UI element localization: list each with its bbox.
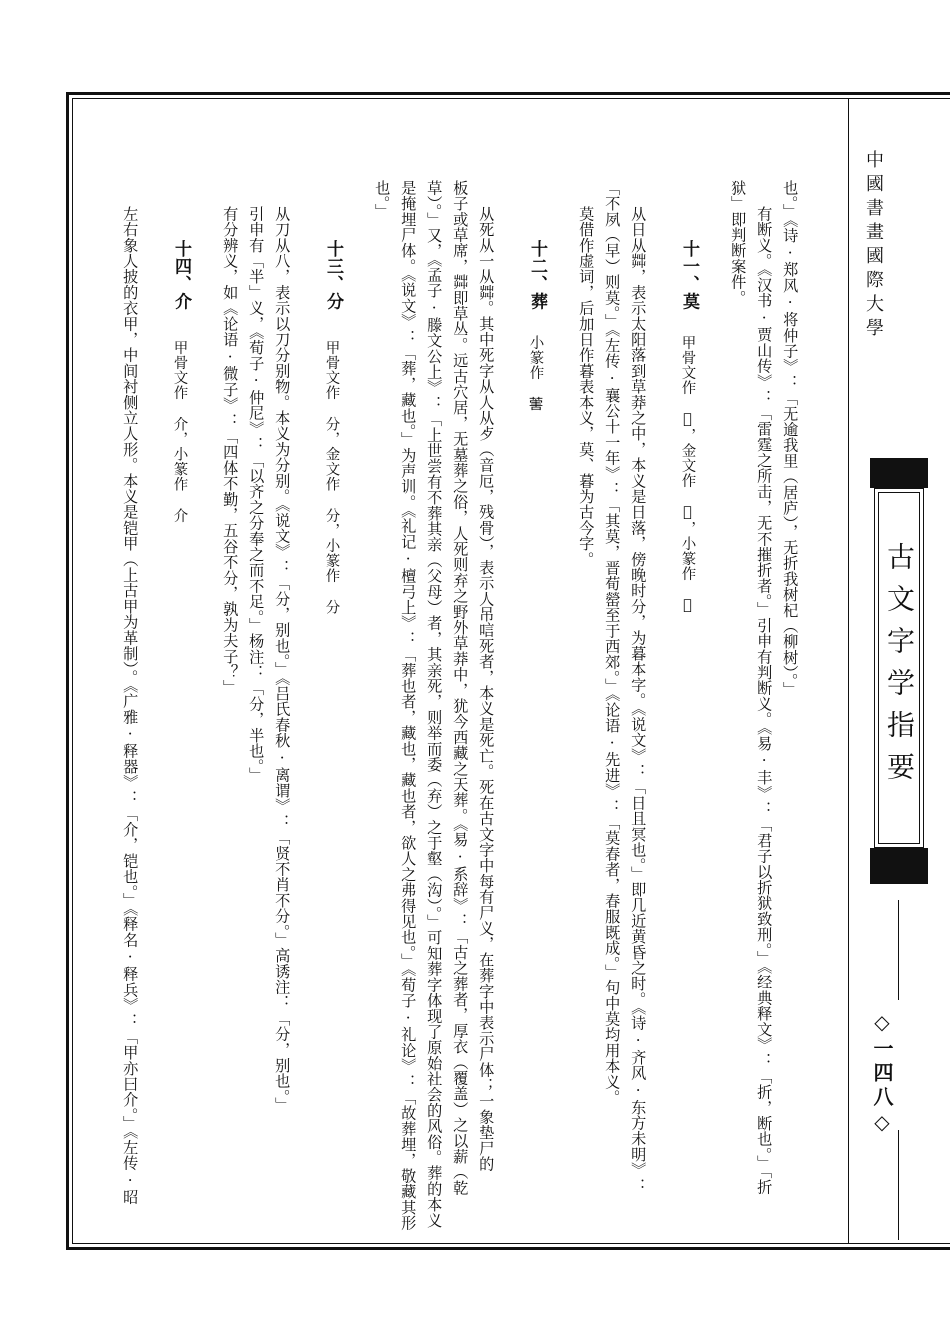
text-column: 左右象人披的衣甲，中间衬侧立人形。本义是铠甲（上古甲为革制）。《广雅·释器》：「介，铠也。」《释名·释兵》：「甲亦曰介。」《左传·昭 bbox=[121, 206, 140, 1205]
school-name: 中國書畫國際大學 bbox=[863, 150, 884, 342]
text-column: 狱」即判断案件。 bbox=[729, 180, 748, 306]
entry-heading: 十一、莫 bbox=[679, 240, 699, 310]
glyph-forms: 甲骨文作 𦬶，金文作 𦬶，小篆作 𦬶 bbox=[679, 335, 696, 614]
book-title: 古文字学指要 bbox=[883, 542, 916, 794]
text-column: 从刀从八，表示以刀分别物。本义为分别。《说文》：「分，别也。」《吕氏春秋·离谓》：「贤不肖不分。」高诱注：「分，别也。」 bbox=[273, 206, 292, 1113]
entry-heading: 十四、介 bbox=[171, 240, 191, 310]
side-rule-lower bbox=[898, 1130, 899, 1240]
text-column: 「不夙（早）则莫。」《左传·襄公十一年》：「其莫，晋荀罃至于西郊。」《论语·先进》：「莫春者，春服既成。」句中莫均用本义。 bbox=[603, 180, 622, 1106]
entry-heading: 十三、分 bbox=[323, 240, 343, 310]
page-inner-border bbox=[72, 98, 950, 1244]
text-column: 有分辨义，如《论语·微子》：「四体不勤，五谷不分，孰为夫子？」 bbox=[221, 206, 240, 696]
text-column: 也。」 bbox=[373, 180, 392, 220]
text-column: 从日从茻，表示太阳落到草莽之中，本义是日落，傍晚时分，为暮本字。《说文》：「日且冥也。」即几近黄昏之时。《诗·齐风·东方未明》： bbox=[629, 206, 648, 1194]
title-band-top bbox=[870, 458, 928, 488]
text-column: 也。」《诗·郑风·将仲子》：「无逾我里（居庐），无折我树杞（柳树）。」 bbox=[781, 180, 800, 698]
side-rule-upper bbox=[898, 900, 899, 1000]
title-band-bottom bbox=[870, 848, 928, 884]
glyph-forms: 甲骨文作 分，金文作 分，小篆作 分 bbox=[323, 340, 340, 615]
text-column: 从死从一从茻。其中死字从人从歺（音厄，残骨），表示人吊唁死者，本义是死亡。死在古文字中每有尸义，在葬字中表示尸体；一象垫尸的 bbox=[477, 206, 496, 1172]
text-column: 引申有「半」义，《荀子·仲尼》：「以齐之分奉之而不足。」杨注：「分，半也。」 bbox=[247, 206, 266, 783]
page-number: ◇一四八◇ bbox=[870, 1010, 894, 1138]
text-column: 莫借作虚词，后加日作暮表本义，莫、暮为古今字。 bbox=[577, 206, 596, 568]
glyph-forms: 小篆作 𦵯 bbox=[527, 335, 544, 412]
entry-heading: 十二、葬 bbox=[527, 240, 547, 310]
glyph-forms: 甲骨文作 介，小篆作 介 bbox=[171, 340, 188, 523]
text-column: 草）。」又，《孟子·滕文公上》：「上世尝有不葬其亲（父母）者，其亲死，则举而委（弃）之于壑（沟）。」可知葬字体现了原始社会的风俗。葬的本义 bbox=[425, 180, 444, 1229]
side-column-divider bbox=[848, 98, 849, 1244]
text-column: 板子或草席，茻即草丛。远古穴居，无墓葬之俗，人死则弃之野外草莽中，犹今西藏之天葬。《易·系辞》：「古之葬者，厚衣（覆盖）之以薪（乾 bbox=[451, 180, 470, 1196]
text-column: 有断义。《汉书·贾山传》：「雷霆之所击，无不摧折者。」引申有判断义。《易·丰》：「君子以折狱致刑。」《经典释文》：「折，断也。」「折 bbox=[755, 206, 774, 1195]
text-column: 是掩埋尸体。《说文》：「葬，藏也。」为声训。《礼记·檀弓上》：「葬也者，藏也，藏也者，欲人之弗得见也。」《荀子·礼论》：「故葬埋，敬藏其形 bbox=[399, 180, 418, 1231]
book-title-box bbox=[874, 488, 924, 848]
